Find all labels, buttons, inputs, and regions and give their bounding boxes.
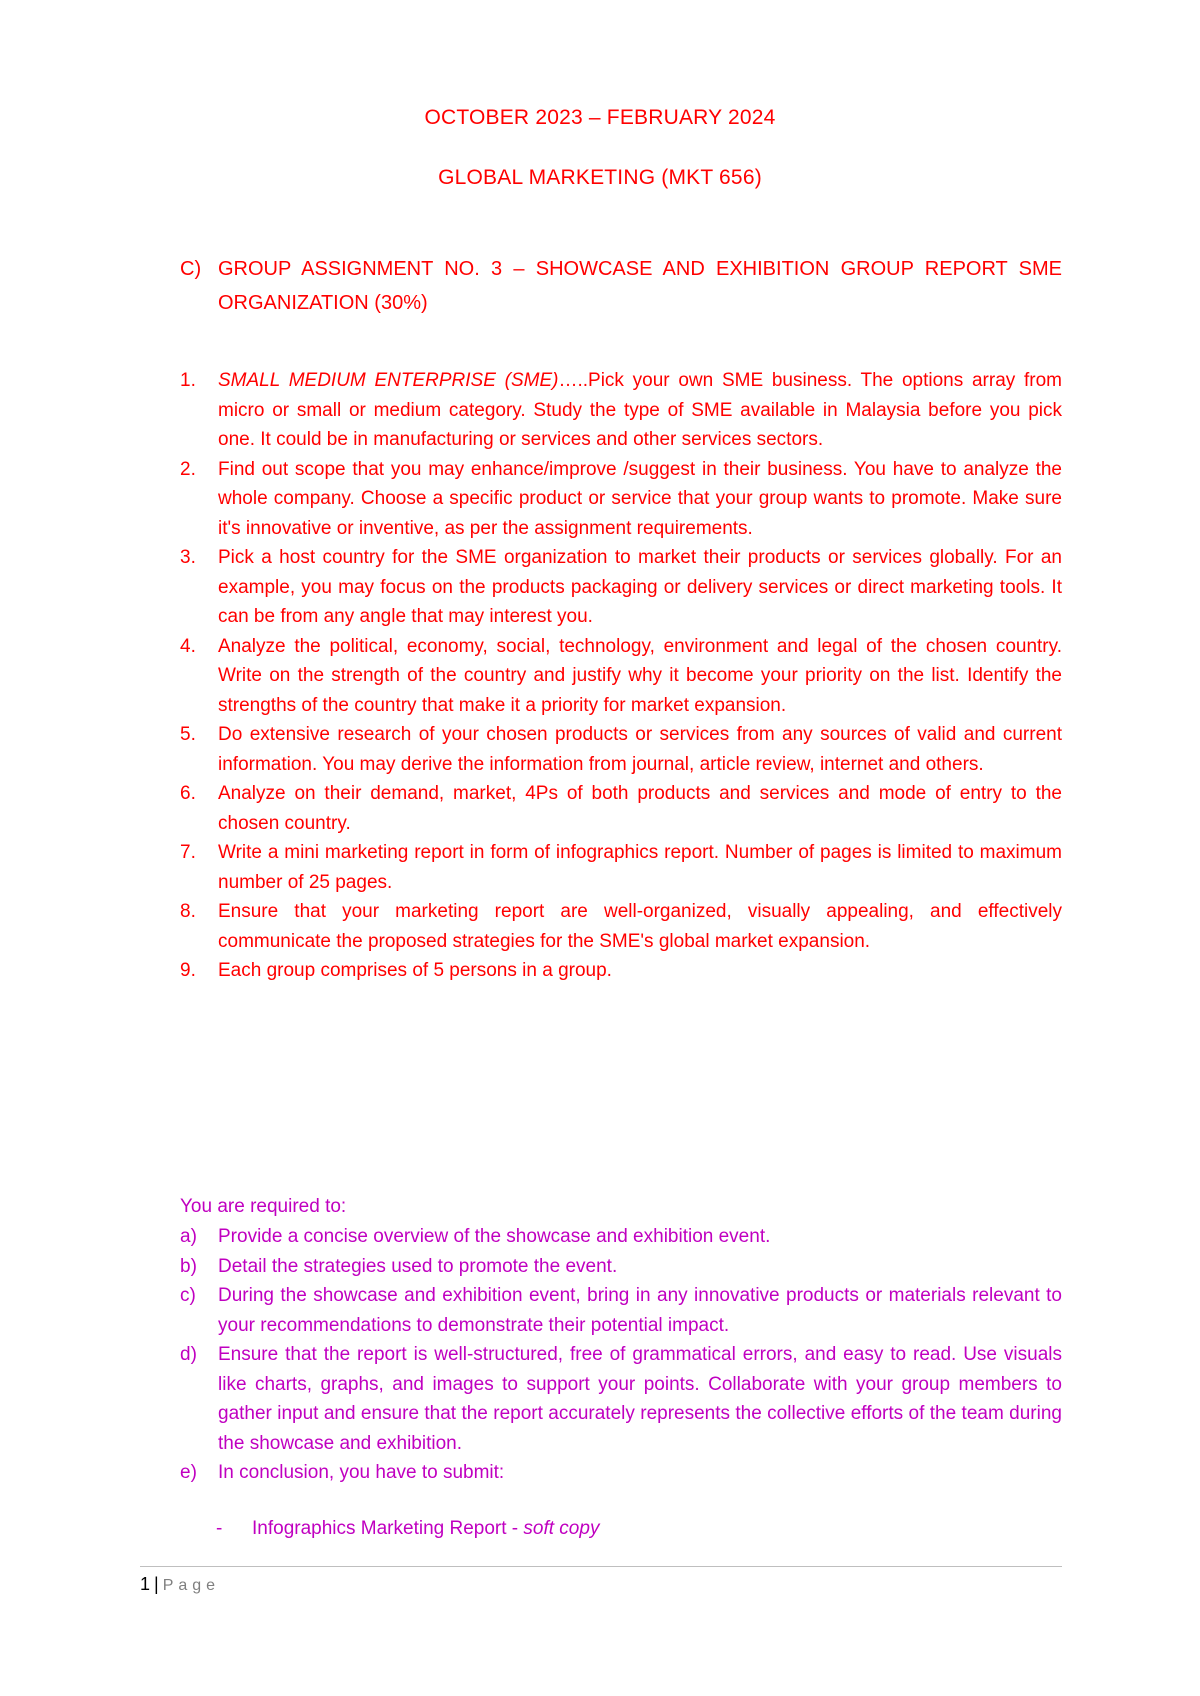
list-item	[180, 455, 1062, 544]
list-number: 4.	[180, 635, 196, 657]
task-text: Ensure that the report is well-structured, free of grammatical errors, and easy to read. Use visuals like charts, graphs, and images to support your points. Collaborate with your group members to gather input and ensure that the report accurately represents the collective efforts of the team during the showcase and exhibition.	[218, 1344, 1062, 1454]
assignment-title: GROUP ASSIGNMENT NO. 3 – SHOWCASE AND EXHIBITION GROUP REPORT SME ORGANIZATION (30%)	[218, 258, 1062, 314]
list-number: 3.	[180, 547, 196, 568]
list-item-text: Write a mini marketing report in form of infographics report. Number of pages is limited to maximum number of 25 pages.	[218, 842, 1062, 893]
course-heading: GLOBAL MARKETING (MKT 656)	[438, 166, 762, 189]
list-item	[180, 779, 1062, 838]
list-item-text: Analyze on their demand, market, 4Ps of both products and services and mode of entry to the chosen country.	[218, 783, 1062, 834]
list-item-text: Analyze the political, economy, social, technology, environment and legal of the chosen country. Write on the strength of the country and justify why it become your priority on the list. Identify the strengths of the country that make it a priority for market expansion.	[218, 635, 1062, 716]
task-text: Detail the strategies used to promote the event.	[218, 1255, 618, 1277]
task-text: In conclusion, you have to submit:	[218, 1462, 505, 1483]
task-text: Provide a concise overview of the showcase and exhibition event.	[218, 1226, 771, 1247]
list-number: 7.	[180, 842, 196, 863]
task-letter: c)	[180, 1285, 196, 1306]
page-number: 1	[140, 1574, 151, 1594]
section-marker: C)	[180, 258, 202, 280]
list-item-text: …..Pick your own SME business. The options array from micro or small or medium category. Study the type of SME available in Malaysia before you pick one. It could be in manufacturing or services and other services sectors.	[218, 370, 1063, 450]
task-item	[180, 1458, 1062, 1488]
list-item	[180, 366, 1062, 455]
submission-format: soft copy	[523, 1518, 600, 1539]
footer-divider	[140, 1566, 1062, 1567]
task-item	[180, 1252, 1062, 1282]
term-heading: OCTOBER 2023 – FEBRUARY 2024	[424, 106, 776, 129]
list-item	[180, 720, 1062, 779]
list-number: 8.	[180, 901, 196, 922]
list-item-text: Ensure that your marketing report are well-organized, visually appealing, and effectively communicate the proposed strategies for the SME's global market expansion.	[218, 901, 1062, 952]
page-word: Page	[162, 1577, 221, 1594]
list-number: 6.	[180, 783, 196, 804]
footer-separator: |	[154, 1574, 159, 1594]
page-footer	[140, 1574, 220, 1595]
list-item-text: Each group comprises of 5 persons in a group.	[218, 960, 612, 981]
required-label: You are required to:	[180, 1196, 347, 1217]
list-number: 5.	[180, 724, 196, 745]
task-item	[180, 1340, 1062, 1458]
task-item	[180, 1281, 1062, 1340]
list-number: 1.	[180, 370, 196, 391]
list-item-italic: SMALL MEDIUM ENTERPRISE (SME)	[218, 370, 559, 391]
list-number: 9.	[180, 960, 196, 981]
task-item	[180, 1222, 1062, 1252]
bullet-dash: -	[216, 1518, 223, 1539]
submission-label: Infographics Marketing Report -	[252, 1518, 524, 1539]
list-item	[180, 632, 1062, 721]
submission-item	[216, 1514, 599, 1544]
assignment-heading	[180, 252, 1062, 320]
list-item-text: Pick a host country for the SME organization to market their products or services globally. For an example, you may focus on the products packaging or delivery services or direct marketing tools. It can be from any angle that may interest you.	[218, 547, 1062, 627]
requirements-list	[180, 366, 1062, 986]
task-text: During the showcase and exhibition event, bring in any innovative products or materials relevant to your recommendations to demonstrate their potential impact.	[218, 1285, 1062, 1336]
list-item	[180, 956, 1062, 986]
task-letter: d)	[180, 1344, 197, 1365]
list-number: 2.	[180, 458, 196, 480]
task-letter: a)	[180, 1226, 197, 1247]
list-item	[180, 897, 1062, 956]
list-item-text: Find out scope that you may enhance/improve /suggest in their business. You have to analyze the whole company. Choose a specific product or service that your group wants to promote. Make sure it's innovative or inventive, as per the assignment requirements.	[218, 458, 1062, 539]
list-item	[180, 838, 1062, 897]
tasks-list	[180, 1222, 1062, 1488]
task-letter: b)	[180, 1255, 197, 1277]
list-item-text: Do extensive research of your chosen products or services from any sources of valid and current information. You may derive the information from journal, article review, internet and others.	[218, 724, 1062, 775]
list-item	[180, 543, 1062, 632]
task-letter: e)	[180, 1462, 197, 1483]
